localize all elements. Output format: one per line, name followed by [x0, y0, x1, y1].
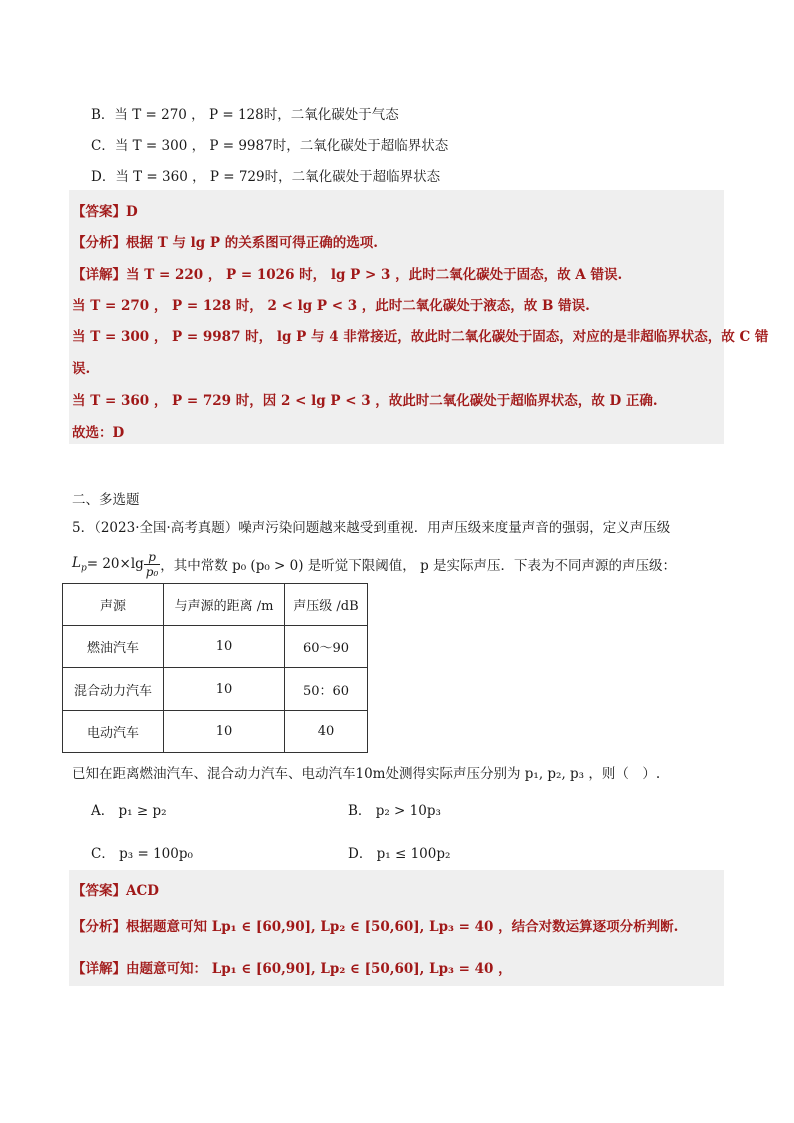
formula-lhs: $L_p$	[72, 554, 87, 574]
analysis: 【分析】根据题意可知 Lp₁ ∈ [60,90], Lp₂ ∈ [50,60], Lp₃ = 40 ，结合对数运算逐项分析判断.	[72, 919, 679, 935]
question-line-2	[72, 547, 676, 581]
table-cell: 电动汽车	[63, 711, 164, 753]
table-cell: 混合动力汽车	[63, 668, 164, 711]
prev-option-c: C．当 T = 300 ， P = 9987时，二氧化碳处于超临界状态	[91, 138, 449, 154]
table-header-cell: 声压级 /dB	[285, 584, 368, 626]
table-row	[63, 626, 368, 668]
table-cell: 10	[164, 711, 285, 753]
option-a: A． p₁ ≥ p₂	[91, 803, 167, 819]
table-row	[63, 668, 368, 711]
prev-detail-line-2: 当 T = 270 ， P = 128 时， 2 < lg P < 3 ，此时二氧化碳处于液态，故 B 错误.	[72, 298, 590, 314]
table-row	[63, 711, 368, 753]
prev-detail-line-4: 误.	[72, 361, 91, 377]
table-cell: 10	[164, 668, 285, 711]
table-header-row	[63, 584, 368, 626]
question-line-3: 已知在距离燃油汽车、混合动力汽车、电动汽车10m处测得实际声压分别为 p₁, p₂, p₃ ，则（ ）.	[72, 766, 661, 782]
option-b: B． p₂ > 10p₃	[348, 803, 441, 819]
sound-source-table	[62, 583, 368, 753]
table-cell: 50：60	[285, 668, 368, 711]
prev-detail-line-3: 当 T = 300 ， P = 9987 时， lg P 与 4 非常接近，故此时二氧化碳处于固态，对应的是非超临界状态，故 C 错	[72, 329, 769, 345]
prev-detail-line-1: 【详解】当 T = 220 ， P = 1026 时， lg P > 3 ，此时二氧化碳处于固态，故 A 错误.	[72, 267, 623, 283]
prev-detail-line-5: 当 T = 360 ， P = 729 时，因 2 < lg P < 3 ，故此时二氧化碳处于超临界状态，故 D 正确.	[72, 393, 658, 409]
question-line-1: 5．（2023·全国·高考真题）噪声污染问题越来越受到重视．用声压级来度量声音的强弱，定义声压级	[72, 520, 671, 536]
table-header-cell: 与声源的距离 /m	[164, 584, 285, 626]
table-cell: 40	[285, 711, 368, 753]
formula-fraction: $\frac{p}{\text{p₀}}$	[145, 549, 159, 579]
table-cell: 10	[164, 626, 285, 668]
option-c: C． p₃ = 100p₀	[91, 846, 193, 862]
table-cell: 燃油汽车	[63, 626, 164, 668]
detail: 【详解】由题意可知： Lp₁ ∈ [60,90], Lp₂ ∈ [50,60], Lp₃ = 40 ，	[72, 961, 512, 977]
prev-option-b: B．当 T = 270 ， P = 128时，二氧化碳处于气态	[91, 107, 399, 123]
prev-detail-line-6: 故选：D	[72, 425, 125, 441]
answer: 【答案】ACD	[72, 883, 159, 899]
formula-mid: = 20×lg	[86, 556, 144, 572]
prev-answer: 【答案】D	[72, 204, 138, 220]
prev-option-d: D．当 T = 360 ， P = 729时，二氧化碳处于超临界状态	[91, 169, 441, 185]
table-cell: 60～90	[285, 626, 368, 668]
option-d: D． p₁ ≤ 100p₂	[348, 846, 451, 862]
section-title: 二、多选题	[72, 492, 140, 508]
prev-analysis: 【分析】根据 T 与 lg P 的关系图可得正确的选项.	[72, 235, 378, 251]
table-header-cell: 声源	[63, 584, 164, 626]
question-line-2-rest: ，其中常数 p₀ (p₀ > 0) 是听觉下限阈值， p 是实际声压．下表为不同声源的声压级：	[160, 558, 677, 574]
